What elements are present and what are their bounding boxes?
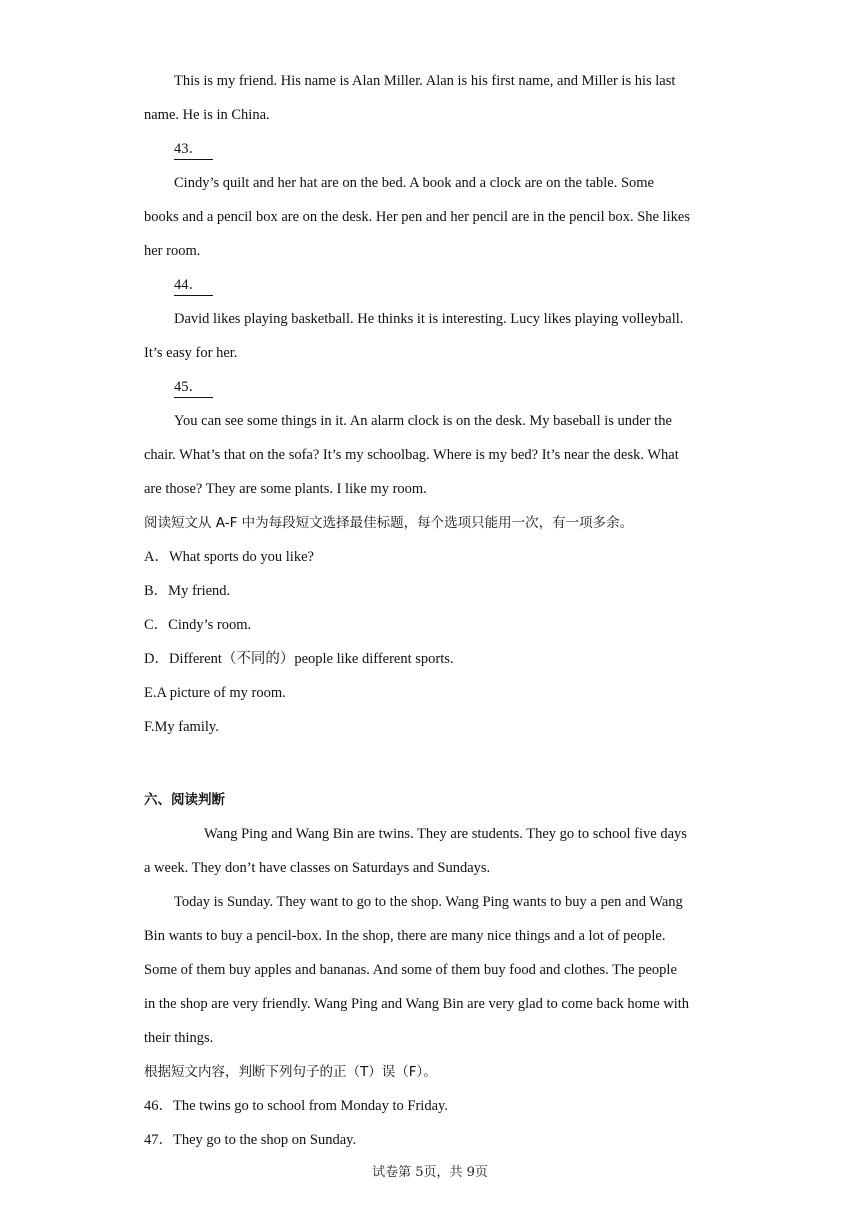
passage-2-line-1: Cindy’s quilt and her hat are on the bed. A book and a clock are on the table. Some [174, 175, 654, 191]
question-number-43: 43． [174, 139, 213, 160]
option-a: A．What sports do you like? [144, 549, 314, 565]
judge-instruction: 根据短文内容，判断下列句子的正（T）误（F）。 [144, 1064, 437, 1080]
reading-p2-line-5: their things. [144, 1030, 214, 1046]
passage-2-line-3: her room. [144, 243, 201, 259]
passage-3-line-2: It’s easy for her. [144, 345, 238, 361]
passage-4-line-2: chair. What’s that on the sofa? It’s my schoolbag. Where is my bed? It’s near the desk. What [144, 447, 679, 463]
passage-1-line-1: This is my friend. His name is Alan Miller. Alan is his first name, and Miller is his last [174, 73, 676, 89]
option-d: D．Different（不同的）people like different sports. [144, 651, 454, 667]
page-content [144, 64, 720, 1157]
page-footer: 试卷第 5页，共 9页 [372, 1165, 488, 1180]
question-46: 46．The twins go to school from Monday to Friday. [144, 1098, 448, 1114]
passage-2-line-2: books and a pencil box are on the desk. Her pen and her pencil are in the pencil box. She likes [144, 209, 690, 225]
matching-instruction: 阅读短文从 A-F 中为每段短文选择最佳标题，每个选项只能用一次，有一项多余。 [144, 515, 634, 531]
passage-4-line-3: are those? They are some plants. I like my room. [144, 481, 427, 497]
reading-p2-line-1: Today is Sunday. They want to go to the shop. Wang Ping wants to buy a pen and Wang [174, 894, 683, 910]
option-b: B．My friend. [144, 583, 231, 599]
answer-blank-44 [144, 268, 720, 302]
answer-blank-43 [144, 132, 720, 166]
section-title: 六、阅读判断 [144, 792, 225, 808]
question-number-44: 44． [174, 275, 213, 296]
question-number-45: 45． [174, 377, 213, 398]
passage-4-line-1: You can see some things in it. An alarm clock is on the desk. My baseball is under the [174, 413, 672, 429]
answer-blank-45 [144, 370, 720, 404]
section-gap [144, 744, 720, 783]
passage-1-line-2: name. He is in China. [144, 107, 270, 123]
option-f: F.My family. [144, 719, 219, 735]
reading-p1-line-2: a week. They don’t have classes on Saturdays and Sundays. [144, 860, 491, 876]
option-c: C．Cindy’s room. [144, 617, 252, 633]
question-47: 47．They go to the shop on Sunday. [144, 1132, 357, 1148]
option-e: E.A picture of my room. [144, 685, 286, 701]
reading-p1-line-1: Wang Ping and Wang Bin are twins. They are students. They go to school five days [204, 826, 687, 842]
reading-p2-line-4: in the shop are very friendly. Wang Ping and Wang Bin are very glad to come back home with [144, 996, 690, 1012]
reading-p2-line-2: Bin wants to buy a pencil-box. In the shop, there are many nice things and a lot of people. [144, 928, 666, 944]
passage-3-line-1: David likes playing basketball. He thinks it is interesting. Lucy likes playing volleyball. [174, 311, 684, 327]
reading-p2-line-3: Some of them buy apples and bananas. And some of them buy food and clothes. The people [144, 962, 677, 978]
